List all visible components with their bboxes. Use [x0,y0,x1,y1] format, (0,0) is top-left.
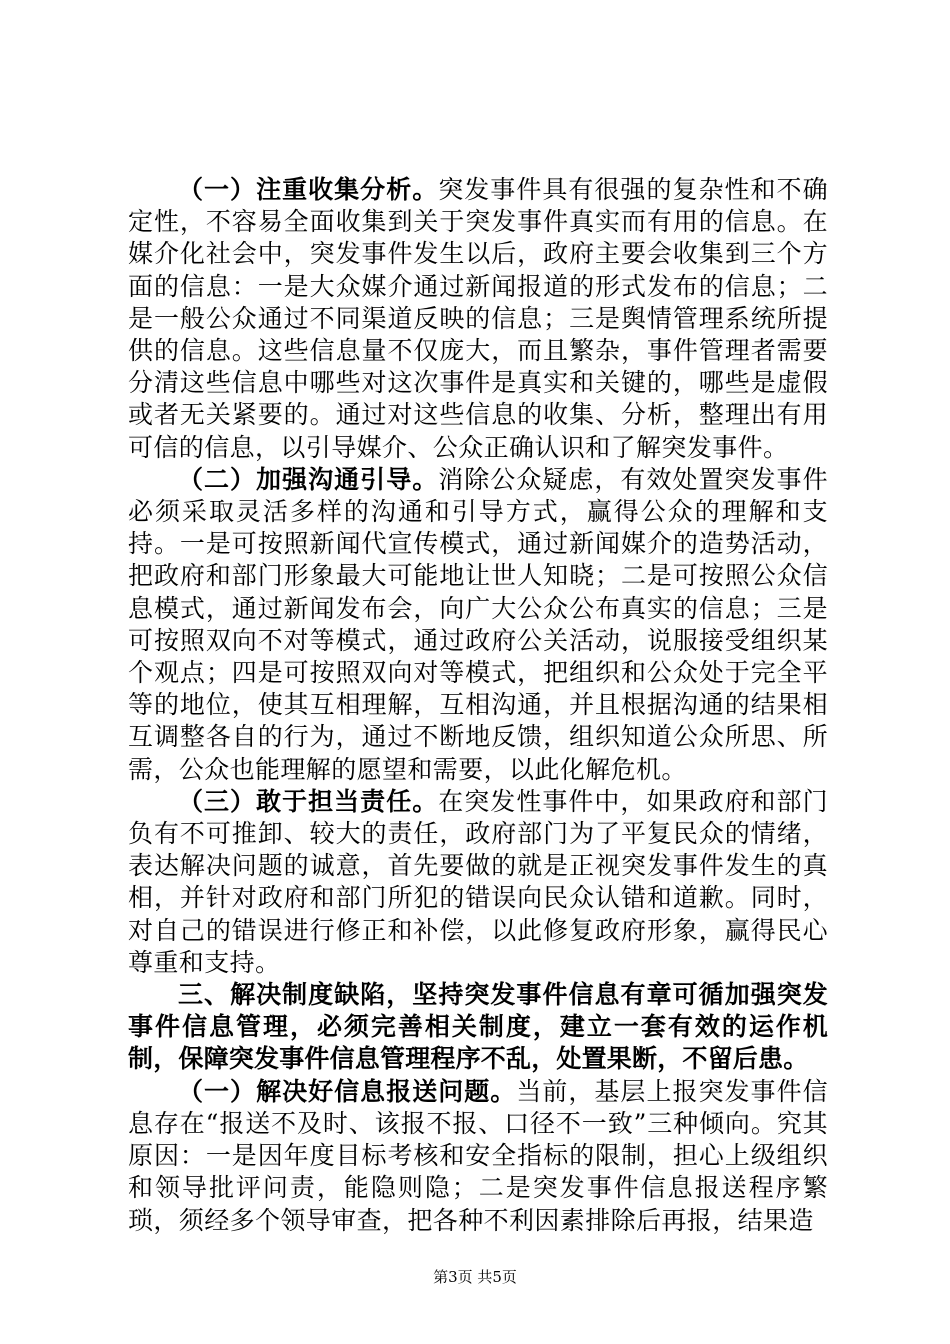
paragraph-lead: （三）敢于担当责任。 [178,786,439,816]
paragraph-communication-guidance [128,464,828,786]
paragraph-lead: （二）加强沟通引导。 [178,464,439,494]
section-heading-three: 三、解决制度缺陷，坚持突发事件信息有章可循加强突发事件信息管理，必须完善相关制度，建立一套有效的运作机制，保障突发事件信息管理程序不乱，处置果断，不留后患。 [128,980,828,1074]
paragraph-information-reporting [128,1076,828,1237]
paragraph-lead: （一）注重收集分析。 [178,175,439,204]
document-body [128,174,828,1237]
paragraph-lead: （一）解决好信息报送问题。 [178,1076,517,1106]
paragraph-take-responsibility [128,786,828,979]
paragraph-text: 消除公众疑虑，有效处置突发事件必须采取灵活多样的沟通和引导方式，赢得公众的理解和支持。一是可按照新闻代宣传模式，通过新闻媒介的造势活动，把政府和部门形象最大可能地让世人知晓；二是可按照公众信息模式，通过新闻发布会，向广大公众公布真实的信息；三是可按照双向不对等模式，通过政府公关活动，说服接受组织某个观点；四是可按照双向对等模式，把组织和公众处于完全平等的地位，使其互相理解，互相沟通，并且根据沟通的结果相互调整各自的行为，通过不断地反馈，组织知道公众所思、所需，公众也能理解的愿望和需要，以此化解危机。 [128,464,828,784]
paragraph-text: 当前，基层上报突发事件信息存在“报送不及时、该报不报、口径不一致”三种倾向。究其原因：一是因年度目标考核和安全指标的限制，担心上级组织和领导批评问责，能隐则隐；二是突发事件信息报送程序繁琐，须经多个领导审查，把各种不利因素排除后再报，结果造 [128,1076,828,1235]
page-footer: 第3页 共5页 [433,1268,517,1286]
paragraph-collect-analyze [128,174,828,464]
paragraph-text: 突发事件具有很强的复杂性和不确定性，不容易全面收集到关于突发事件真实而有用的信息。在媒介化社会中，突发事件发生以后，政府主要会收集到三个方面的信息：一是大众媒介通过新闻报道的形式发布的信息；二是一般公众通过不同渠道反映的信息；三是舆情管理系统所提供的信息。这些信息量不仅庞大，而且繁杂，事件管理者需要分清这些信息中哪些对这次事件是真实和关键的，哪些是虚假或者无关紧要的。通过对这些信息的收集、分析，整理出有用可信的信息，以引导媒介、公众正确认识和了解突发事件。 [128,175,828,462]
paragraph-text: 在突发性事件中，如果政府和部门负有不可推卸、较大的责任，政府部门为了平复民众的情绪，表达解决问题的诚意，首先要做的就是正视突发事件发生的真相，并针对政府和部门所犯的错误向民众认错和道歉。同时，对自己的错误进行修正和补偿，以此修复政府形象，赢得民心尊重和支持。 [128,786,828,977]
